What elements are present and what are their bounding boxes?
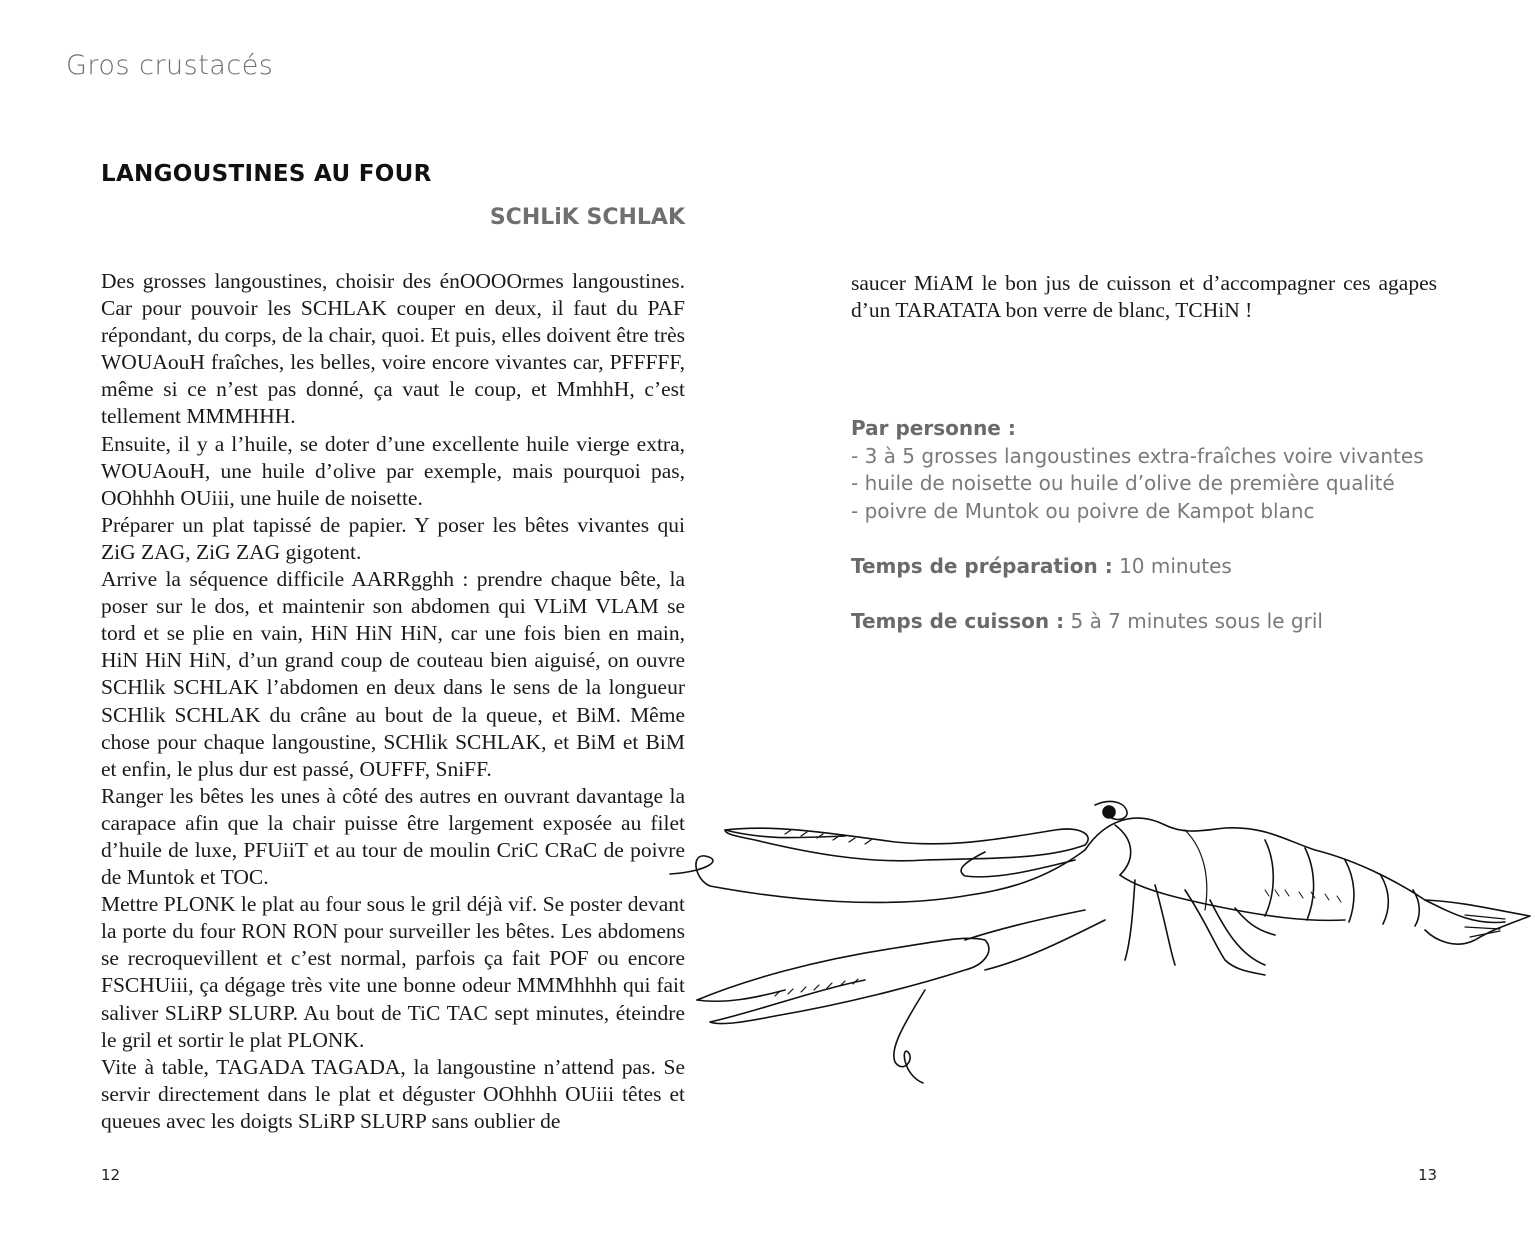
section-title: Gros crustacés — [66, 50, 274, 81]
recipe-info — [851, 415, 1471, 663]
recipe-paragraph: Vite à table, TAGADA TAGADA, la langoustine n’attend pas. Se servir directement dans le plat et déguster OOhhhh OUiii têtes et queues avec les doigts SLiRP SLURP sans oublier de — [101, 1054, 685, 1133]
langoustine-drawing-icon — [665, 790, 1535, 1100]
ingredient-item: - poivre de Muntok ou poivre de Kampot blanc — [851, 498, 1315, 523]
recipe-paragraph: Préparer un plat tapissé de papier. Y poser les bêtes vivantes qui ZiG ZAG, ZiG ZAG gigotent. — [101, 512, 685, 564]
recipe-paragraph: Arrive la séquence difficile AARRgghh : prendre chaque bête, la poser sur le dos, et maintenir son abdomen qui VLiM VLAM se tord et se plie en vain, HiN HiN HiN, car une fois bien en main, HiN HiN HiN, d’un grand coup de couteau bien aiguisé, on ouvre SCHlik SCHLAK l’abdomen en deux dans le sens de la longueur SCHlik SCHLAK du crâne au bout de la queue, et BiM. Même chose pour chaque langoustine, SCHlik SCHLAK, et BiM et BiM et enfin, le plus dur est passé, OUFFF, SniFF. — [101, 567, 685, 781]
servings-label: Par personne : — [851, 416, 1016, 440]
cook-time — [851, 608, 1471, 636]
recipe-paragraph: Mettre PLONK le plat au four sous le gril déjà vif. Se poster devant la porte du four RON RON pour surveiller les bêtes. Les abdomens se recroquevillent et c’est normal, parfois ça fait POF ou encore FSCHUiii, ça dégage très vite une bonne odeur MMMhhhh qui fait saliver SLiRP SLURP. Au bout de TiC TAC sept minutes, éteindre le gril et sortir le plat PLONK. — [101, 892, 685, 1052]
cook-time-label: Temps de cuisson : — [851, 608, 1065, 633]
recipe-paragraph: Ranger les bêtes les unes à côté des autres en ouvrant davantage la carapace afin que la chair puisse être largement exposée au filet d’huile de luxe, PFUiiT et au tour de moulin CriC CRaC de poivre de Muntok et TOC. — [101, 783, 685, 890]
recipe-paragraph: saucer MiAM le bon jus de cuisson et d’accompagner ces agapes d’un TARATATA bon verre de blanc, TCHiN ! — [851, 271, 1437, 323]
recipe-body — [101, 268, 685, 1135]
recipe-paragraph: Ensuite, il y a l’huile, se doter d’une excellente huile vierge extra, WOUAouH, une huile d’olive par exemple, mais pourquoi pas, OOhhhh OUiii, une huile de noisette. — [101, 431, 685, 510]
ingredient-item: - 3 à 5 grosses langoustines extra-fraîches voire vivantes — [851, 443, 1424, 468]
prep-time-label: Temps de préparation : — [851, 553, 1113, 578]
recipe-subtitle: SCHLiK SCHLAK — [489, 205, 685, 230]
recipe-continuation — [851, 270, 1437, 324]
prep-time-value: 10 minutes — [1119, 553, 1232, 578]
page-number-left: 12 — [101, 1166, 121, 1184]
ingredient-item: - huile de noisette ou huile d’olive de première qualité — [851, 471, 1395, 495]
page-number-right: 13 — [1418, 1166, 1438, 1184]
recipe-paragraph: Des grosses langoustines, choisir des énOOOOrmes langoustines. Car pour pouvoir les SCHLAK couper en deux, il faut du PAF répondant, du corps, de la chair, quoi. Et puis, elles doivent être très WOUAouH fraîches, les belles, voire encore vivantes car, PFFFFF, même si ce n’est pas donné, ça vaut le coup, et MmhhH, c’est tellement MMMHHH. — [101, 269, 685, 429]
recipe-title: LANGOUSTINES AU FOUR — [101, 161, 432, 187]
ingredients-block — [851, 415, 1471, 525]
cook-time-value: 5 à 7 minutes sous le gril — [1070, 608, 1323, 633]
prep-time — [851, 553, 1471, 581]
